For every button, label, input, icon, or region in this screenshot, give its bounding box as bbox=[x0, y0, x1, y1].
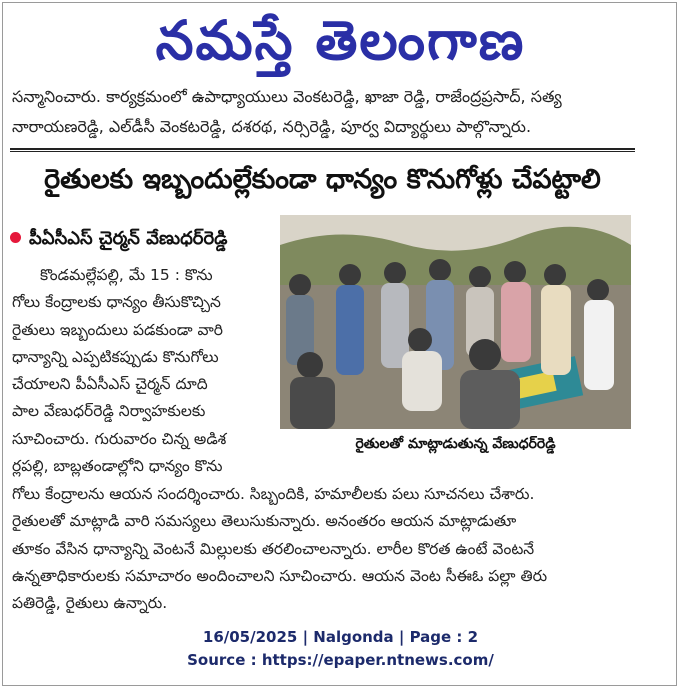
article-byline bbox=[10, 225, 227, 253]
article-line: పతిరెడ్డి, రైతులు ఉన్నారు. bbox=[12, 594, 168, 613]
previous-story-last-line: నారాయణరెడ్డి, ఎల్‌డీసీ వెంకటరెడ్డి, దశరథ, నర్సిరెడ్డి, పూర్వ విద్యార్థులు పాల్గొన్నారు. bbox=[12, 117, 532, 136]
article-line: చేయాలని పీఏసీఎస్ చైర్మన్ దూది bbox=[12, 375, 208, 394]
news-photo bbox=[280, 215, 631, 429]
article-line: ఉన్నతాధికారులకు సమాచారం అందించాలని సూచించారు. ఆయన వెంట సీఈఓ పల్లా తిరు bbox=[12, 566, 548, 585]
footer-date-edition: 16/05/2025 | Nalgonda | Page : 2 bbox=[202, 628, 479, 646]
divider-rule bbox=[10, 148, 635, 150]
article-body-full-width bbox=[12, 481, 642, 613]
masthead-logo: నమస్తే తెలంగాణ bbox=[155, 9, 526, 72]
footer-source: Source : https://epaper.ntnews.com/ bbox=[187, 651, 494, 669]
byline-text: పీఏసీఎస్ చైర్మన్ వేణుధర్‌రెడ్డి bbox=[29, 228, 228, 249]
article-line: సూచించారు. గురువారం చిన్న అడిశ bbox=[12, 429, 227, 448]
article-line: కొండమల్లేపల్లి, మే 15 : కొను bbox=[40, 266, 213, 284]
article-line: రైతులతో మాట్లాడి వారి సమస్యలు తెలుసుకున్నారు. అనంతరం ఆయన మాట్లాడుతూ bbox=[12, 512, 517, 531]
article-line: రైతులు ఇబ్బందులు పడకుండా వారి bbox=[12, 320, 223, 339]
bullet-icon bbox=[10, 232, 21, 243]
article-line: ర్లపల్లి, బాబ్లతండాల్లోని ధాన్యం కొను bbox=[12, 457, 223, 476]
article-line: ధాన్యాన్ని ఎప్పటికప్పుడు కొనుగోలు bbox=[12, 347, 219, 366]
article-line: గోలు కేంద్రాలకు ధాన్యం తీసుకొచ్చిన bbox=[12, 293, 221, 312]
article-line: పాల వేణుధర్‌రెడ్డి నిర్వాహకులకు bbox=[12, 402, 206, 421]
previous-story-cut-line: సన్మానించారు. కార్యక్రమంలో ఉపాధ్యాయులు వెంకటరెడ్డి, ఖాజా రెడ్డి, రాజేంద్రప్రసాద్, సత్య bbox=[12, 87, 562, 106]
article-line: గోలు కేంద్రాలను ఆయన సందర్శించారు. సిబ్బందికి, హమాలీలకు పలు సూచనలు చేశారు. bbox=[12, 485, 535, 503]
article-line: తూకం వేసిన ధాన్యాన్ని వెంటనే మిల్లులకు తరలించాలన్నారు. లారీల కొరత ఉంటే వెంటనే bbox=[12, 539, 535, 558]
photo-caption: రైతులతో మాట్లాడుతున్న వేణుధర్‌రెడ్డి bbox=[355, 436, 556, 452]
article-column bbox=[12, 262, 274, 480]
article-headline: రైతులకు ఇబ్బందుల్లేకుండా ధాన్యం కొనుగోళ్లు చేపట్టాలి bbox=[44, 164, 601, 195]
divider-rule-thin bbox=[10, 151, 635, 152]
